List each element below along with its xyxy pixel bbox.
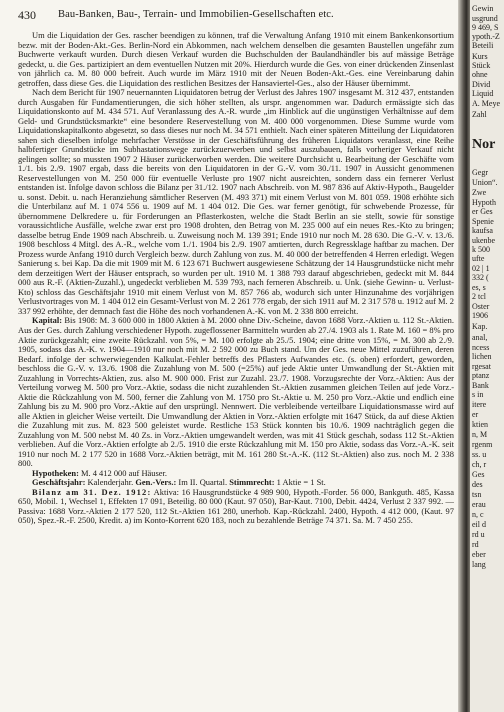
book-gutter xyxy=(458,0,470,712)
section-label: Stimmrecht: xyxy=(229,477,275,488)
adjacent-page-fragment: eil d xyxy=(472,520,486,529)
paragraph-hypotheken: Hypotheken: M. 4 412 000 auf Häuser. xyxy=(32,467,168,478)
paragraph-bilanz: Bilanz am 31. Dez. 1912: Aktiva: 16 Hausgrundstücke 4 989 900, Hypoth.-Forder. 56 000, Bankguth. 485, Kassa 650, Mobil. 1, Wechsel 1, Effekten 17 091, Beteilig. 80 000 (Kaut. 97 050), Bar-Kaut. 7100, Debit. 4424, Verlust 2 337 992. — Passiva: 1688 Vorz.-Aktien 2 177 520, 112 St.-Aktien 161 280, unerhob. Kap.-Rückzahl. 2400, Hypoth. 4 412 000, (Kaut. 97 050), Spez.-R.-F. 2500, Kredit. a) im Konto-Korrent 620 183, noch zu bezahlende Beträge 74 371. Sa. M. 7 450 255. xyxy=(18,486,454,526)
adjacent-page-edge xyxy=(470,0,504,712)
section-label: Bilanz am 31. Dez. 1912: xyxy=(32,486,152,497)
adjacent-page-fragment: des xyxy=(472,480,483,489)
adjacent-page-fragment: 02 | 1 xyxy=(472,264,490,273)
paragraph: Nach dem Bericht für 1907 neuernannten Liquidatoren betrug der Verlust des Jahres 1907 insgesamt M. 312 437, entstanden durch Ausgaben für Fundamentierungen, die sich höher stellten, als urspr. angenommen war. Dadurch ermässigte sich das Liquidationskonto auf M. 434 571. Auf Veranlassung des A.-R. wurde „im Hinblick auf die ungünstigen Verhältnisse auf dem Geld- und Grundstücksmarkte“ eine besondere Reservestellung von M. 400 000 vorgenommen. Diese Summe wurde vom Liquidationskapitalkonto abgesetzt, so dass dieses nur noch M. 34 571 enthielt. Nach einer späteren Mitteilung der Liquidatoren sahen sich dieselben infolge mehrfacher Verstösse in der Geschäftsführung des früheren Liquidators veranlasst, eine Reihe halbfertiger Grundstücke im Subhastationswege zurückzuerwerben und selbst auszubauen, falls vorheriger Verkauf nicht gelingen sollte; so mussten 1907 2 Häuser zurückerworben werden. Die weitere Durchsicht u. Bearbeitung der Geschäfte vom 1./1. bis 2./9. 1907 ergab, dass die bereits von den Liquidatoren in der G.-V. vom 30./11. 1907 in Aussicht genommenen Reservestellungen von M. 250 000 für eventuelle Verluste pro 1907 nicht ausreichten, sondern dass ein fernerer Verlust entstanden ist. Infolge davon schloss die Bilanz per 31./12. 1907 nach Abschreib. von M. 987 836 auf Aktiv-Hypoth., Baugelder u. sonst. Debit. u. nach Heranziehung sämtlicher Reserven (M. 493 371) mit einem Verlust von M. 801 059. 1908 erhöhte sich die Unterbilanz auf M. 1 074 556 u. 1909 auf M. 1 404 012. Die Ges. war ferner genötigt, für schwebende Prozesse, für übernommene Delkredere u. für Forderungen an Pflasterkosten, welche die Stadt Berlin an sie stellt, sowie für sonstige voraussichtliche Ausfälle, welche zwar erst pro 1908 drohten, den Betrag von M. 235 000 auf ein neues Res.-Kto zu bringen; dasselbe betrug Ende 1909 nach Abschreib. u. Zuweisung noch M. 139 391; Ende 1910 nur noch M. 28 630. Die G.-V. v. 13./6. 1908 beschloss 4 Mitgl. des A.-R., welche vom 1./1. 1904 bis 2./9. 1907 amtierten, durch Regressklage haftbar zu machen. Der Prozess wurde Anfang 1910 durch Vergleich bezw. durch Zahlung von zus. M. 40 000 der betreffenden 4 Herren erledigt. Wegen Sanierung s. bei Kap. Da die mit 1909 mit M. 6 123 671 Buchwert ausgewiesene Schätzung der 14 Hausgrundstücke nicht mehr dem derzeitigen Wert der Häuser entsprach, so wurden per ult. 1910 M. 1 388 793 darauf abgeschrieben, gedeckt mit M. 844 000 aus R.-F. (Aktien-Zuzahl.), ungedeckt verblieben M. 539 793, nach ferneren Abschreib. u. Unk. (siehe Gewinn- u. Verlust-Kto) schloss das Geschäftsjahr 1910 mit einem Verlust von M. 857 766 ab, wodurch sich unter Hinzunahme des vorjährigen Verlustvortrages von M. 1 404 012 ein Gesamt-Verlust von M. 2 261 778 ergab, der sich 1911 auf M. 2 317 578 u. 1912 auf M. 2 337 992 erhöhte, der demnach fast die Höhe des noch vorhandenen A.-K. von M. 2 338 800 erreicht. xyxy=(18,87,454,316)
adjacent-page-fragment: Kurs xyxy=(472,52,488,61)
page-number: 430 xyxy=(18,8,36,22)
adjacent-page-fragment: Ges xyxy=(472,470,485,479)
adjacent-page-fragment: Beteili xyxy=(472,41,494,50)
adjacent-page-fragment: ufte xyxy=(472,254,485,263)
adjacent-page-fragment: ncess xyxy=(472,343,490,352)
adjacent-page-fragment: k 500 xyxy=(472,245,490,254)
adjacent-page-fragment: Gegr xyxy=(472,168,488,177)
page-header xyxy=(18,6,452,24)
adjacent-page-fragment: ss. u xyxy=(472,450,487,459)
adjacent-page-fragment: usgrund xyxy=(472,14,498,23)
adjacent-page-fragment: kaufsa xyxy=(472,226,493,235)
adjacent-page-fragment: Liquid xyxy=(472,89,494,98)
adjacent-page-fragment: Oster xyxy=(472,302,490,311)
adjacent-page-fragment: ptanz xyxy=(472,371,490,380)
adjacent-page-fragment: Zahl xyxy=(472,110,487,119)
paragraph: Um die Liquidation der Ges. rascher beendigen zu können, traf die Verwaltung Anfang 1910 mit einem Bankenkonsortium bezw. mit der Boden-Akt.-Ges. Berlin-Nord ein Abkommen, nach welchem denselben die gesamten Baustellen ungefähr zum Buchwerte verkauft wurden. Durch diesen Verkauf wurden die Buchschulden der Baulandhändler bis auf mässige Beträge gedeckt, u. die Ges. partizipiert an dem eventuellen Nutzen mit 20%. Hierdurch wurde die Ges. von einer drückenden Zinsenlast von jährlich ca. M. 80 000 befreit. Auch wurde im März 1910 mit der Neuen Boden-Akt.-Ges. eine Vereinbarung dahin getroffen, dass diese Ges. die Liquidation des restlichen Besitzes der Hansaviertel-Ges., also der Häuser übernimmt. xyxy=(18,31,454,88)
adjacent-page-fragment: ktien xyxy=(472,420,488,429)
section-label: Kapital: xyxy=(32,315,63,326)
adjacent-page-fragment: itere xyxy=(472,400,487,409)
adjacent-page-fragment: Gewin xyxy=(472,4,494,13)
paragraph-kapital: Kapital: Bis 1908: M. 3 600 000 in 1800 Aktien à M. 2000 ohne Div.-Scheine, davon 1688 Vorz.-Aktien u. 112 St.-Aktien. Aus der Ges. durch Zahlung verschiedener Hypoth. zugeflossener Barmitteln wurden ab 27./4. 1903 als 1. Rate M. 160 = 8% pro Aktie zurückgezahlt; eine zweite Rückzahl. von 5%, = M. 100 erfolgte ab 25./5. 1904; eine dritte von 15%, = M. 300 ab 2./9. 1905, sodass das A.-K. v. 1904—1910 nur noch mit M. 2 592 000 zu Buch stand. Um der Ges. neue Mittel zuzuführen, deren Bedarf. infolge der schwerwiegenden Kalkulat.-Fehler betreffs des Pflasters Aufwandes etc. (s. oben) erfordert, geworden, beschloss die G.-V. v. 13./6. 1908 die Zuzahlung von M. 500 (=25%) auf jede Aktie unter Umwandlung der St.-Aktien mit Zuzahlung in Vorrechts-Aktien, zus. also M. 900 000. Frist zur Zuzahl. 23./7. 1908. Vorzugsrechte der Vorz.-Aktien: Aus der Verteilung vorweg M. 500 pro Vorz.-Aktie, sodass die nicht zuzahlenden St.-Aktien zusammen gleichen Teilen auf jede Vorz.-Aktie die Rückzahlung von M. 500, ferner die Zahlung von M. 1750 pro St.-Aktie u. M. 250 pro Vorz.-Aktie und endlich eine Zahlung bis zu M. 900 pro Vorz.-Aktie auf den ursprüngl. Nennwert. Die verbleibende verteilbare Liquidationsmasse wird auf alle Aktien in gleicher Weise verteilt. Die Umwandlung der Aktien in Vorz.-Aktien erfolgte mit 1647 Stück, da auf diese Aktien die Zuzahlung mit zus. M. 823 500 geleistet wurde. Restliche 153 Stück konnten bis 10./6. 1909 nachträglich gegen die Zuzahlung von M. 500 nebst M. 40 Zs. in Vorz.-Aktien umgewandelt werden, was mit 41 Stück geschah, sodass 112 St.-Aktien verblieben. Auf die Vorz.-Aktien erfolgte ab 2./5. 1910 die erste Rückzahlung mit M. 150 pro Aktie, sodass das Vorz.-A.-K. seit 1910 nur noch M. 2 177 520 in 1688 Vorz.-Aktien beträgt, mit M. 161 280 St.-A.-K. (112 St.-Aktien) also zus. noch M. 2 338 800. xyxy=(18,315,454,469)
adjacent-page-fragment: rd u xyxy=(472,530,485,539)
adjacent-page-fragment: er Ges xyxy=(472,207,493,216)
adjacent-page-fragment: 2 tcl xyxy=(472,292,486,301)
adjacent-page-fragment: ohne xyxy=(472,70,488,79)
adjacent-page-fragment: lichen xyxy=(472,352,492,361)
paragraph-geschaeftsjahr: Geschäftsjahr: Kalenderjahr. Gen.-Vers.: Im II. Quartal. Stimmrecht: 1 Aktie = 1 St. xyxy=(32,477,326,488)
adjacent-page-fragment: es, s xyxy=(472,283,486,292)
adjacent-page-fragment: Zwe xyxy=(472,188,487,197)
running-title: Bau-Banken, Bau-, Terrain- und Immobilien-Gesellschaften etc. xyxy=(58,9,334,20)
adjacent-page-fragment: er xyxy=(472,410,479,419)
adjacent-page-fragment: ypoth.-Z xyxy=(472,32,500,41)
adjacent-page-fragment: Nor xyxy=(472,137,496,152)
adjacent-page-fragment: n, M xyxy=(472,430,488,439)
adjacent-page-fragment: Bank xyxy=(472,381,489,390)
adjacent-page-fragment: n, c xyxy=(472,510,484,519)
adjacent-page-fragment: anal, xyxy=(472,333,488,342)
adjacent-page-fragment: 1906 xyxy=(472,311,488,320)
section-label: Hypotheken: xyxy=(32,467,79,478)
adjacent-page-fragment: rgesat xyxy=(472,362,491,371)
adjacent-page-fragment: lang xyxy=(472,560,486,569)
adjacent-page-fragment: Union“. xyxy=(472,178,498,187)
adjacent-page-fragment: Hypoth xyxy=(472,198,496,207)
adjacent-page-fragment: erau xyxy=(472,500,486,509)
adjacent-page-fragment: rgenm xyxy=(472,440,493,449)
adjacent-page-fragment: Kap. xyxy=(472,322,488,331)
adjacent-page-fragment: s in xyxy=(472,390,484,399)
adjacent-page-fragment: A. Meye xyxy=(472,99,500,108)
adjacent-page-fragment: 332 ( xyxy=(472,273,489,282)
adjacent-page-fragment: 9 469, S xyxy=(472,23,499,32)
adjacent-page-fragment: Divid xyxy=(472,80,491,89)
adjacent-page-fragment: Stück xyxy=(472,61,491,70)
adjacent-page-fragment: ukenbe xyxy=(472,236,496,245)
adjacent-page-fragment: Spenie xyxy=(472,217,494,226)
adjacent-page-fragment: ch, r xyxy=(472,460,487,469)
adjacent-page-fragment: eber xyxy=(472,550,486,559)
section-label: Gen.-Vers.: xyxy=(135,477,177,488)
section-label: Geschäftsjahr: xyxy=(32,477,86,488)
adjacent-page-fragment: rd xyxy=(472,540,479,549)
body-text xyxy=(18,31,454,707)
adjacent-page-fragment: tsn xyxy=(472,490,482,499)
